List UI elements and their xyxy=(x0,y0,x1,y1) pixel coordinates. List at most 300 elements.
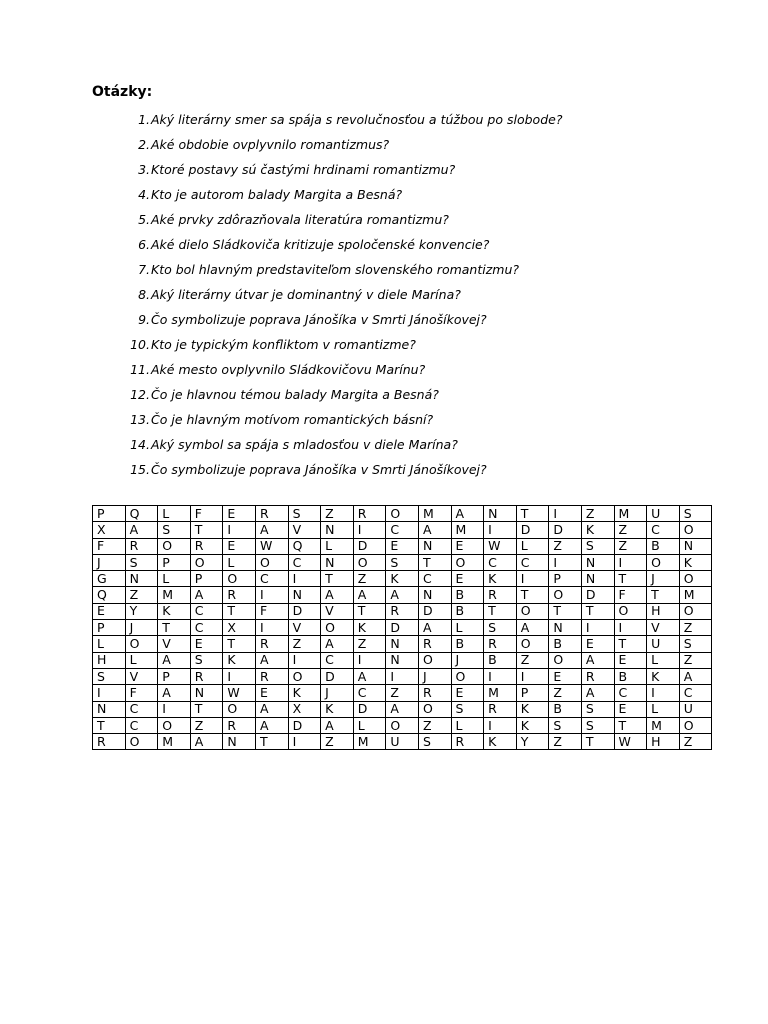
grid-cell: C xyxy=(647,522,680,538)
question-text: Kto je autorom balady Margita a Besná? xyxy=(151,187,403,202)
grid-row xyxy=(93,717,712,733)
grid-cell: N xyxy=(581,554,614,570)
grid-cell: K xyxy=(223,652,256,668)
question-text: Čo symbolizuje poprava Jánošíka v Smrti Jánošíkovej? xyxy=(151,462,487,477)
grid-cell: I xyxy=(255,587,288,603)
grid-cell: J xyxy=(321,685,354,701)
grid-cell: M xyxy=(451,522,484,538)
grid-cell: J xyxy=(125,620,158,636)
grid-cell: R xyxy=(93,734,126,750)
grid-cell: I xyxy=(516,668,549,684)
grid-cell: Q xyxy=(288,538,321,554)
grid-cell: K xyxy=(386,571,419,587)
grid-cell: C xyxy=(418,571,451,587)
grid-cell: K xyxy=(484,571,517,587)
grid-cell: E xyxy=(451,685,484,701)
grid-cell: O xyxy=(516,636,549,652)
question-number: 7. xyxy=(138,262,150,277)
grid-cell: P xyxy=(158,668,191,684)
grid-cell: B xyxy=(549,636,582,652)
grid-cell: A xyxy=(386,701,419,717)
grid-cell: M xyxy=(353,734,386,750)
grid-cell: I xyxy=(386,668,419,684)
question-text: Aký symbol sa spája s mladosťou v diele Marína? xyxy=(151,437,458,452)
grid-cell: P xyxy=(516,685,549,701)
grid-cell: Z xyxy=(386,685,419,701)
grid-cell: T xyxy=(223,603,256,619)
grid-cell: A xyxy=(353,587,386,603)
grid-cell: A xyxy=(158,652,191,668)
grid-cell: Z xyxy=(549,734,582,750)
grid-cell: Z xyxy=(288,636,321,652)
question-text: Kto je typickým konfliktom v romantizme? xyxy=(151,337,416,352)
grid-cell: Y xyxy=(516,734,549,750)
grid-cell: T xyxy=(581,734,614,750)
word-search-grid xyxy=(92,505,712,750)
grid-cell: D xyxy=(353,701,386,717)
grid-cell: N xyxy=(223,734,256,750)
question-number: 1. xyxy=(138,112,150,127)
grid-cell: O xyxy=(451,668,484,684)
grid-cell: J xyxy=(93,554,126,570)
question-text: Aký literárny smer sa spája s revolučnosťou a túžbou po slobode? xyxy=(151,112,563,127)
grid-cell: X xyxy=(93,522,126,538)
question-text: Čo je hlavným motívom romantických básní? xyxy=(151,412,434,427)
grid-row xyxy=(93,636,712,652)
grid-cell: Z xyxy=(614,538,647,554)
grid-cell: F xyxy=(255,603,288,619)
question-list xyxy=(122,110,562,485)
question-text: Kto bol hlavným predstaviteľom slovenského romantizmu? xyxy=(151,262,520,277)
grid-cell: F xyxy=(614,587,647,603)
grid-cell: N xyxy=(386,652,419,668)
grid-cell: M xyxy=(158,734,191,750)
grid-cell: I xyxy=(549,554,582,570)
grid-cell: L xyxy=(647,701,680,717)
grid-cell: R xyxy=(190,538,223,554)
grid-row xyxy=(93,701,712,717)
grid-cell: V xyxy=(288,620,321,636)
grid-cell: K xyxy=(288,685,321,701)
grid-row xyxy=(93,554,712,570)
grid-cell: M xyxy=(484,685,517,701)
grid-cell: E xyxy=(255,685,288,701)
grid-cell: O xyxy=(418,701,451,717)
question-number: 15. xyxy=(130,462,150,477)
question-item xyxy=(122,410,562,435)
grid-cell: T xyxy=(614,717,647,733)
grid-cell: R xyxy=(223,587,256,603)
grid-row xyxy=(93,734,712,750)
grid-cell: A xyxy=(255,701,288,717)
grid-cell: S xyxy=(158,522,191,538)
grid-cell: W xyxy=(484,538,517,554)
grid-cell: C xyxy=(386,522,419,538)
grid-cell: U xyxy=(647,506,680,522)
grid-cell: K xyxy=(581,522,614,538)
grid-cell: T xyxy=(418,554,451,570)
grid-cell: S xyxy=(288,506,321,522)
question-text: Čo symbolizuje poprava Jánošíka v Smrti Jánošíkovej? xyxy=(151,312,487,327)
grid-cell: A xyxy=(321,636,354,652)
question-text: Aký literárny útvar je dominantný v diele Marína? xyxy=(151,287,461,302)
grid-cell: I xyxy=(223,668,256,684)
grid-cell: Z xyxy=(679,652,712,668)
question-number: 10. xyxy=(130,337,150,352)
grid-cell: B xyxy=(647,538,680,554)
grid-cell: K xyxy=(516,717,549,733)
grid-cell: C xyxy=(484,554,517,570)
grid-cell: A xyxy=(255,652,288,668)
grid-cell: O xyxy=(679,717,712,733)
grid-row xyxy=(93,603,712,619)
grid-cell: O xyxy=(679,603,712,619)
grid-cell: O xyxy=(614,603,647,619)
grid-cell: D xyxy=(549,522,582,538)
question-text: Aké obdobie ovplyvnilo romantizmus? xyxy=(151,137,390,152)
grid-cell: I xyxy=(614,620,647,636)
grid-cell: P xyxy=(93,620,126,636)
grid-cell: J xyxy=(647,571,680,587)
grid-cell: E xyxy=(223,538,256,554)
grid-cell: O xyxy=(223,571,256,587)
grid-cell: C xyxy=(614,685,647,701)
grid-cell: S xyxy=(484,620,517,636)
grid-cell: O xyxy=(321,620,354,636)
grid-cell: R xyxy=(353,506,386,522)
grid-cell: L xyxy=(516,538,549,554)
grid-cell: M xyxy=(647,717,680,733)
grid-cell: D xyxy=(321,668,354,684)
grid-cell: E xyxy=(581,636,614,652)
grid-cell: L xyxy=(93,636,126,652)
grid-cell: I xyxy=(288,652,321,668)
grid-cell: H xyxy=(647,603,680,619)
grid-cell: A xyxy=(581,652,614,668)
grid-cell: P xyxy=(190,571,223,587)
grid-cell: Q xyxy=(125,506,158,522)
grid-cell: N xyxy=(125,571,158,587)
grid-cell: D xyxy=(288,717,321,733)
grid-cell: T xyxy=(647,587,680,603)
grid-cell: D xyxy=(516,522,549,538)
grid-cell: T xyxy=(353,603,386,619)
grid-cell: R xyxy=(484,636,517,652)
grid-cell: N xyxy=(190,685,223,701)
grid-cell: N xyxy=(418,587,451,603)
grid-cell: N xyxy=(386,636,419,652)
grid-cell: C xyxy=(190,620,223,636)
grid-cell: W xyxy=(223,685,256,701)
grid-cell: T xyxy=(484,603,517,619)
grid-cell: O xyxy=(386,506,419,522)
grid-cell: R xyxy=(255,636,288,652)
grid-cell: V xyxy=(321,603,354,619)
grid-cell: T xyxy=(516,587,549,603)
grid-cell: L xyxy=(321,538,354,554)
grid-cell: C xyxy=(125,717,158,733)
grid-cell: N xyxy=(418,538,451,554)
grid-cell: T xyxy=(190,522,223,538)
grid-cell: A xyxy=(679,668,712,684)
grid-cell: M xyxy=(418,506,451,522)
grid-cell: I xyxy=(158,701,191,717)
grid-cell: B xyxy=(451,587,484,603)
grid-cell: N xyxy=(484,506,517,522)
question-item xyxy=(122,235,562,260)
grid-cell: S xyxy=(581,538,614,554)
grid-cell: O xyxy=(255,554,288,570)
grid-cell: C xyxy=(255,571,288,587)
grid-cell: K xyxy=(321,701,354,717)
grid-cell: I xyxy=(484,668,517,684)
grid-cell: F xyxy=(190,506,223,522)
grid-cell: O xyxy=(125,734,158,750)
grid-cell: P xyxy=(549,571,582,587)
grid-cell: R xyxy=(125,538,158,554)
grid-cell: L xyxy=(158,506,191,522)
grid-cell: W xyxy=(614,734,647,750)
grid-cell: A xyxy=(451,506,484,522)
grid-cell: Y xyxy=(125,603,158,619)
grid-row xyxy=(93,506,712,522)
grid-row xyxy=(93,587,712,603)
grid-cell: X xyxy=(288,701,321,717)
grid-cell: O xyxy=(223,701,256,717)
grid-cell: O xyxy=(190,554,223,570)
question-item xyxy=(122,460,562,485)
grid-cell: I xyxy=(581,620,614,636)
grid-cell: E xyxy=(386,538,419,554)
grid-cell: B xyxy=(484,652,517,668)
grid-cell: T xyxy=(516,506,549,522)
grid-cell: O xyxy=(418,652,451,668)
grid-row xyxy=(93,668,712,684)
grid-cell: J xyxy=(451,652,484,668)
question-item xyxy=(122,285,562,310)
question-text: Aké dielo Sládkoviča kritizuje spoločenské konvencie? xyxy=(151,237,490,252)
grid-cell: T xyxy=(190,701,223,717)
grid-cell: I xyxy=(549,506,582,522)
grid-cell: A xyxy=(581,685,614,701)
grid-cell: R xyxy=(484,701,517,717)
grid-cell: H xyxy=(93,652,126,668)
grid-cell: U xyxy=(386,734,419,750)
grid-cell: T xyxy=(614,571,647,587)
grid-cell: O xyxy=(288,668,321,684)
grid-cell: A xyxy=(418,522,451,538)
grid-row xyxy=(93,538,712,554)
grid-row xyxy=(93,652,712,668)
question-item xyxy=(122,335,562,360)
grid-cell: O xyxy=(549,652,582,668)
grid-cell: T xyxy=(255,734,288,750)
grid-cell: I xyxy=(223,522,256,538)
grid-cell: R xyxy=(255,668,288,684)
grid-cell: L xyxy=(223,554,256,570)
grid-cell: K xyxy=(679,554,712,570)
grid-cell: S xyxy=(679,506,712,522)
grid-cell: S xyxy=(386,554,419,570)
grid-cell: X xyxy=(223,620,256,636)
grid-cell: C xyxy=(125,701,158,717)
grid-cell: D xyxy=(418,603,451,619)
question-text: Ktoré postavy sú častými hrdinami romantizmu? xyxy=(151,162,456,177)
grid-row xyxy=(93,522,712,538)
grid-cell: E xyxy=(451,538,484,554)
question-item xyxy=(122,260,562,285)
grid-cell: N xyxy=(321,522,354,538)
grid-cell: P xyxy=(158,554,191,570)
page-heading: Otázky: xyxy=(92,84,153,100)
grid-cell: O xyxy=(158,717,191,733)
question-text: Aké mesto ovplyvnilo Sládkovičovu Marínu? xyxy=(151,362,426,377)
grid-cell: O xyxy=(158,538,191,554)
grid-cell: I xyxy=(288,571,321,587)
grid-cell: T xyxy=(614,636,647,652)
grid-cell: E xyxy=(190,636,223,652)
question-item xyxy=(122,435,562,460)
question-number: 5. xyxy=(138,212,150,227)
grid-cell: R xyxy=(418,685,451,701)
grid-cell: I xyxy=(255,620,288,636)
grid-cell: O xyxy=(679,571,712,587)
grid-cell: Z xyxy=(516,652,549,668)
grid-cell: J xyxy=(418,668,451,684)
grid-cell: D xyxy=(353,538,386,554)
grid-cell: A xyxy=(190,587,223,603)
grid-cell: E xyxy=(549,668,582,684)
grid-cell: E xyxy=(614,652,647,668)
grid-cell: N xyxy=(321,554,354,570)
grid-cell: S xyxy=(418,734,451,750)
grid-cell: R xyxy=(484,587,517,603)
grid-cell: I xyxy=(93,685,126,701)
grid-cell: U xyxy=(647,636,680,652)
grid-cell: C xyxy=(516,554,549,570)
question-number: 13. xyxy=(130,412,150,427)
grid-cell: C xyxy=(288,554,321,570)
grid-cell: S xyxy=(581,717,614,733)
grid-cell: T xyxy=(549,603,582,619)
grid-cell: K xyxy=(647,668,680,684)
grid-cell: Z xyxy=(581,506,614,522)
grid-cell: V xyxy=(125,668,158,684)
grid-cell: N xyxy=(93,701,126,717)
grid-row xyxy=(93,620,712,636)
grid-cell: A xyxy=(255,522,288,538)
grid-cell: A xyxy=(255,717,288,733)
grid-cell: E xyxy=(93,603,126,619)
question-item xyxy=(122,385,562,410)
grid-cell: B xyxy=(451,636,484,652)
grid-cell: O xyxy=(386,717,419,733)
grid-cell: C xyxy=(321,652,354,668)
question-text: Čo je hlavnou témou balady Margita a Besná? xyxy=(151,387,439,402)
grid-cell: Z xyxy=(418,717,451,733)
grid-cell: Z xyxy=(321,506,354,522)
grid-cell: T xyxy=(158,620,191,636)
grid-cell: E xyxy=(614,701,647,717)
grid-cell: T xyxy=(93,717,126,733)
grid-cell: D xyxy=(288,603,321,619)
grid-cell: R xyxy=(418,636,451,652)
grid-cell: T xyxy=(321,571,354,587)
grid-cell: L xyxy=(353,717,386,733)
grid-cell: F xyxy=(125,685,158,701)
grid-cell: Z xyxy=(190,717,223,733)
grid-cell: R xyxy=(386,603,419,619)
question-number: 11. xyxy=(130,362,150,377)
grid-cell: F xyxy=(93,538,126,554)
grid-cell: Z xyxy=(679,734,712,750)
question-item xyxy=(122,360,562,385)
grid-cell: S xyxy=(679,636,712,652)
grid-cell: R xyxy=(190,668,223,684)
question-item xyxy=(122,185,562,210)
grid-cell: S xyxy=(93,668,126,684)
grid-cell: S xyxy=(581,701,614,717)
grid-cell: L xyxy=(125,652,158,668)
grid-cell: O xyxy=(679,522,712,538)
question-number: 6. xyxy=(138,237,150,252)
grid-cell: V xyxy=(158,636,191,652)
grid-row xyxy=(93,685,712,701)
grid-cell: K xyxy=(484,734,517,750)
grid-cell: L xyxy=(158,571,191,587)
grid-cell: V xyxy=(288,522,321,538)
grid-cell: A xyxy=(190,734,223,750)
grid-cell: W xyxy=(255,538,288,554)
grid-cell: A xyxy=(386,587,419,603)
grid-cell: E xyxy=(451,571,484,587)
grid-cell: C xyxy=(679,685,712,701)
question-number: 12. xyxy=(130,387,150,402)
grid-cell: O xyxy=(125,636,158,652)
grid-cell: Z xyxy=(353,571,386,587)
grid-cell: N xyxy=(549,620,582,636)
question-number: 14. xyxy=(130,437,150,452)
grid-cell: I xyxy=(484,717,517,733)
grid-cell: M xyxy=(679,587,712,603)
grid-cell: N xyxy=(288,587,321,603)
grid-cell: P xyxy=(93,506,126,522)
question-item xyxy=(122,160,562,185)
question-number: 9. xyxy=(138,312,150,327)
grid-cell: O xyxy=(549,587,582,603)
grid-cell: B xyxy=(451,603,484,619)
grid-cell: Z xyxy=(614,522,647,538)
grid-cell: B xyxy=(549,701,582,717)
grid-cell: D xyxy=(581,587,614,603)
grid-cell: A xyxy=(321,717,354,733)
grid-cell: M xyxy=(614,506,647,522)
grid-cell: O xyxy=(516,603,549,619)
grid-cell: S xyxy=(190,652,223,668)
grid-cell: Z xyxy=(353,636,386,652)
question-number: 8. xyxy=(138,287,150,302)
grid-cell: S xyxy=(451,701,484,717)
grid-cell: A xyxy=(125,522,158,538)
grid-cell: A xyxy=(158,685,191,701)
question-item xyxy=(122,310,562,335)
question-item xyxy=(122,210,562,235)
grid-cell: L xyxy=(451,717,484,733)
grid-cell: S xyxy=(125,554,158,570)
grid-cell: Z xyxy=(321,734,354,750)
grid-cell: I xyxy=(484,522,517,538)
grid-cell: A xyxy=(321,587,354,603)
